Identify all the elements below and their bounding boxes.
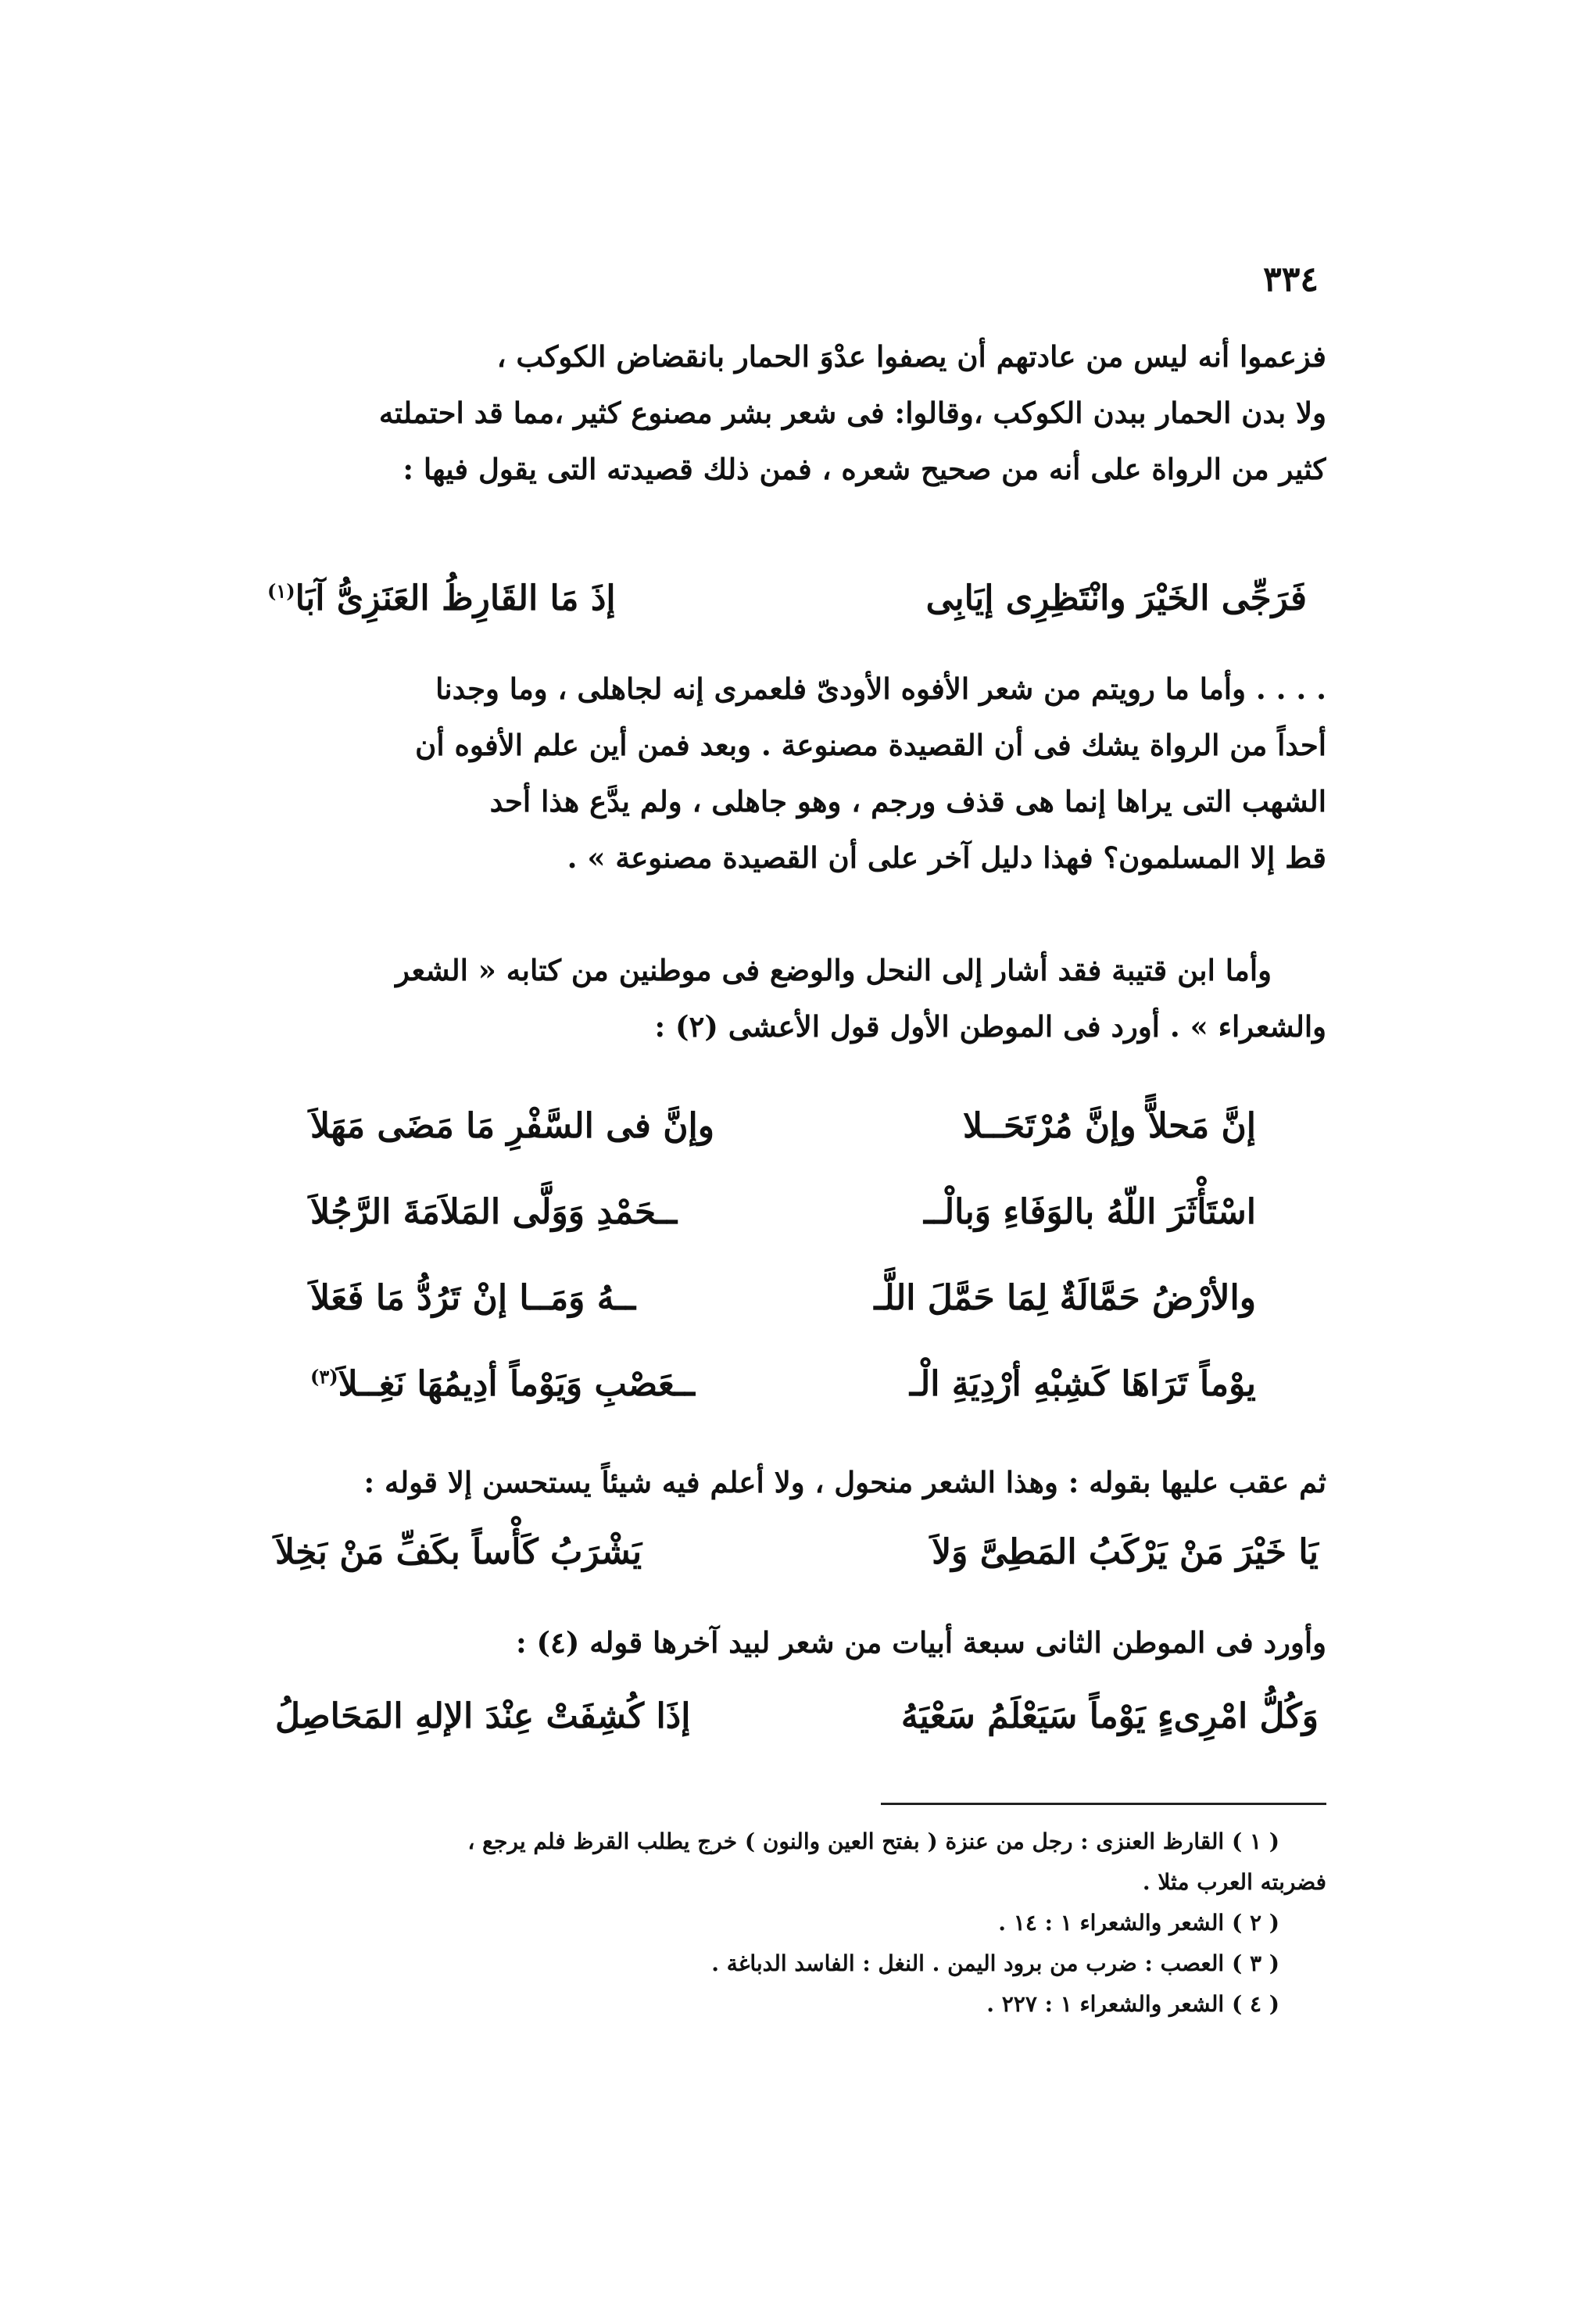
footnote-line: ( ٣ ) العصب : ضرب من برود اليمن . النغل : الفاسد الدباغة . — [711, 1950, 1279, 1976]
paragraph-5 — [277, 1614, 1326, 1671]
footnote-line: ( ١ ) القارظ العنزى : رجل من عنزة ( بفتح العين والنون ) خرج يطلب القرظ فلم يرجع ، — [467, 1828, 1279, 1854]
page-number: ٣٣٤ — [1263, 260, 1319, 299]
footnote-line: ( ٢ ) الشعر والشعراء ١ : ١٤ . — [998, 1910, 1279, 1936]
verse-hemistich-left: يَشْرَبُ كَأْساً بكَفِّ مَنْ بَخِلاَ — [275, 1532, 642, 1572]
verse-hemistich-right: والأرْضُ حَمَّالَةٌ لِمَا حَمَّلَ اللَّـ — [874, 1278, 1256, 1318]
verse-hemistich-left: إذَا كُشِفَتْ عِنْدَ الإلهِ المَحَاصِلُ — [275, 1696, 691, 1736]
footnotes — [277, 1821, 1326, 2025]
footnote-marker: (١) — [267, 579, 295, 603]
verse-hemistich-right: فَرَجِّى الخَيْرَ وانْتَظِرِى إيَابِى — [925, 578, 1307, 618]
paragraph-line: ولا بدن الحمار ببدن الكوكب ،وقالوا: فى شعر بشر مصنوع كثير ،مما قد احتملته — [378, 396, 1326, 430]
verse-line — [310, 1192, 1256, 1232]
verse-hemistich-left: ــهُ وَمَــا إنْ تَرُدُّ مَا فَعَلاَ — [310, 1278, 636, 1318]
verse-hemistich-right: يوْماً تَرَاهَا كَشِبْهِ أرْدِيَةِ الْـ — [909, 1364, 1256, 1404]
verse-hemistich-left: ــحَمْدِ وَوَلَّى المَلاَمَةَ الرَّجُلاَ — [310, 1192, 678, 1232]
verse-line — [310, 1278, 1256, 1318]
verse-hemistich-right: إنَّ مَحلاًّ وإنَّ مُرْتَحَــلا — [962, 1106, 1256, 1146]
paragraph-line: والشعراء » . أورد فى الموطن الأول قول الأعشى (٢) : — [654, 1009, 1326, 1044]
paragraph-line: أحداً من الرواة يشك فى أن القصيدة مصنوعة . وبعد فمن أين علم الأفوه أن — [415, 728, 1326, 762]
verse-line — [275, 1532, 1319, 1572]
paragraph-2 — [277, 661, 1326, 886]
footnote-marker: (٣) — [310, 1365, 338, 1388]
verse-hemistich-text: ــعَصْبِ وَيَوْماً أدِيمُهَا نَغِــلاَ — [338, 1364, 695, 1404]
verse-hemistich-right: يَا خَيْرَ مَنْ يَرْكَبُ المَطِىَّ وَلاَ — [932, 1532, 1319, 1572]
paragraph-4 — [277, 1454, 1326, 1510]
verse-hemistich-left: وإنَّ فى السَّفْرِ مَا مَضَى مَهَلاَ — [310, 1106, 714, 1146]
paragraph-line: . . . . وأما ما رويتم من شعر الأفوه الأودىّ فلعمرى إنه لجاهلى ، وما وجدنا — [435, 672, 1326, 706]
verse-hemistich-right: اسْتَأْثَرَ اللّهُ بالوَفَاءِ وَبالْــ — [923, 1192, 1256, 1232]
paragraph-1 — [277, 328, 1326, 497]
paragraph-line: فزعموا أنه ليس من عادتهم أن يصفوا عدْوَ الحمار بانقضاض الكوكب ، — [496, 339, 1326, 374]
paragraph-line: كثير من الرواة على أنه من صحيح شعره ، فمن ذلك قصيدته التى يقول فيها : — [403, 452, 1326, 486]
verse-hemistich-left — [267, 578, 616, 618]
verse-line — [310, 1364, 1256, 1404]
paragraph-3 — [277, 942, 1326, 1055]
footnote-separator — [881, 1803, 1326, 1805]
verse-line — [275, 1696, 1319, 1736]
paragraph-line: ثم عقب عليها بقوله : وهذا الشعر منحول ، ولا أعلم فيه شيئاً يستحسن إلا قوله : — [363, 1465, 1326, 1499]
paragraph-line: الشهب التى يراها إنما هى قذف ورجم ، وهو جاهلى ، ولم يدَّع هذا أحد — [489, 784, 1326, 818]
verse-hemistich-text: إذَ مَا القَارِظُ العَنَزِىُّ آبَا — [295, 578, 616, 618]
verse-line — [310, 1106, 1256, 1146]
verse-hemistich-right: وَكُلُّ امْرِىءٍ يَوْماً سَيَعْلَمُ سَعْيَهُ — [900, 1696, 1319, 1736]
verse-line — [267, 578, 1307, 618]
footnote-line: فضربته العرب مثلا . — [1142, 1869, 1326, 1895]
footnote-line: ( ٤ ) الشعر والشعراء ١ : ٢٢٧ . — [986, 1991, 1279, 2017]
paragraph-line: وأما ابن قتيبة فقد أشار إلى النحل والوضع فى موطنين من كتابه « الشعر — [395, 953, 1272, 987]
paragraph-line: قط إلا المسلمون؟ فهذا دليل آخر على أن القصيدة مصنوعة » . — [567, 840, 1326, 875]
verse-hemistich-left — [310, 1364, 695, 1404]
paragraph-line: وأورد فى الموطن الثانى سبعة أبيات من شعر لبيد آخرها قوله (٤) : — [515, 1625, 1326, 1660]
